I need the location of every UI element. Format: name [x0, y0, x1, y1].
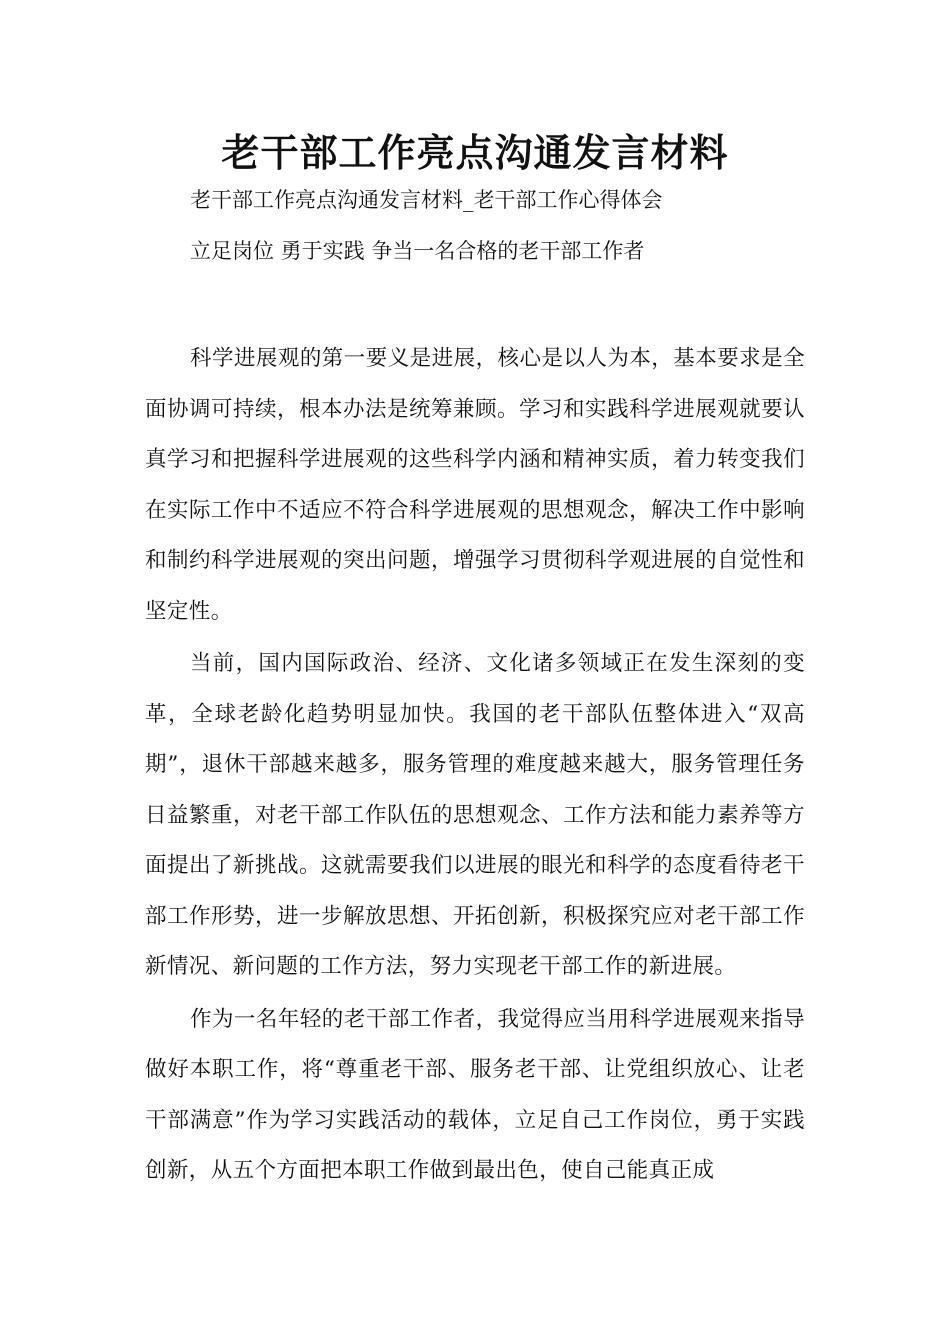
body-paragraph: 作为一名年轻的老干部工作者，我觉得应当用科学进展观来指导做好本职工作，将“尊重老干部、服务老干部、让党组织放心、让老干部满意”作为学习实践活动的载体，立足自己工作岗位，勇于实践创新，从五个方面把本职工作做到最出色，使自己能真正成 [145, 1006, 805, 1183]
body-paragraph: 科学进展观的第一要义是进展，核心是以人为本，基本要求是全面协调可持续，根本办法是统筹兼顾。学习和实践科学进展观就要认真学习和把握科学进展观的这些科学内涵和精神实质，着力转变我们在实际工作中不适应不符合科学进展观的思想观念，解决工作中影响和制约科学进展观的突出问题，增强学习贯彻科学观进展的自觉性和坚定性。 [145, 346, 805, 624]
document-subtitle: 老干部工作亮点沟通发言材料_老干部工作心得体会 [190, 188, 663, 212]
body-paragraph: 当前，国内国际政治、经济、文化诸多领域正在发生深刻的变革，全球老龄化趋势明显加快。我国的老干部队伍整体进入“双高期”，退休干部越来越多，服务管理的难度越来越大，服务管理任务日益繁重，对老干部工作队伍的思想观念、工作方法和能力素养等方面提出了新挑战。这就需要我们以进展的眼光和科学的态度看待老干部工作形势，进一步解放思想、开拓创新，积极探究应对老干部工作新情况、新问题的工作方法，努力实现老干部工作的新进展。 [145, 651, 805, 979]
document-title: 老干部工作亮点沟通发言材料 [221, 131, 729, 175]
document-body [145, 334, 805, 1199]
document-heading-line: 立足岗位 勇于实践 争当一名合格的老干部工作者 [190, 239, 645, 263]
